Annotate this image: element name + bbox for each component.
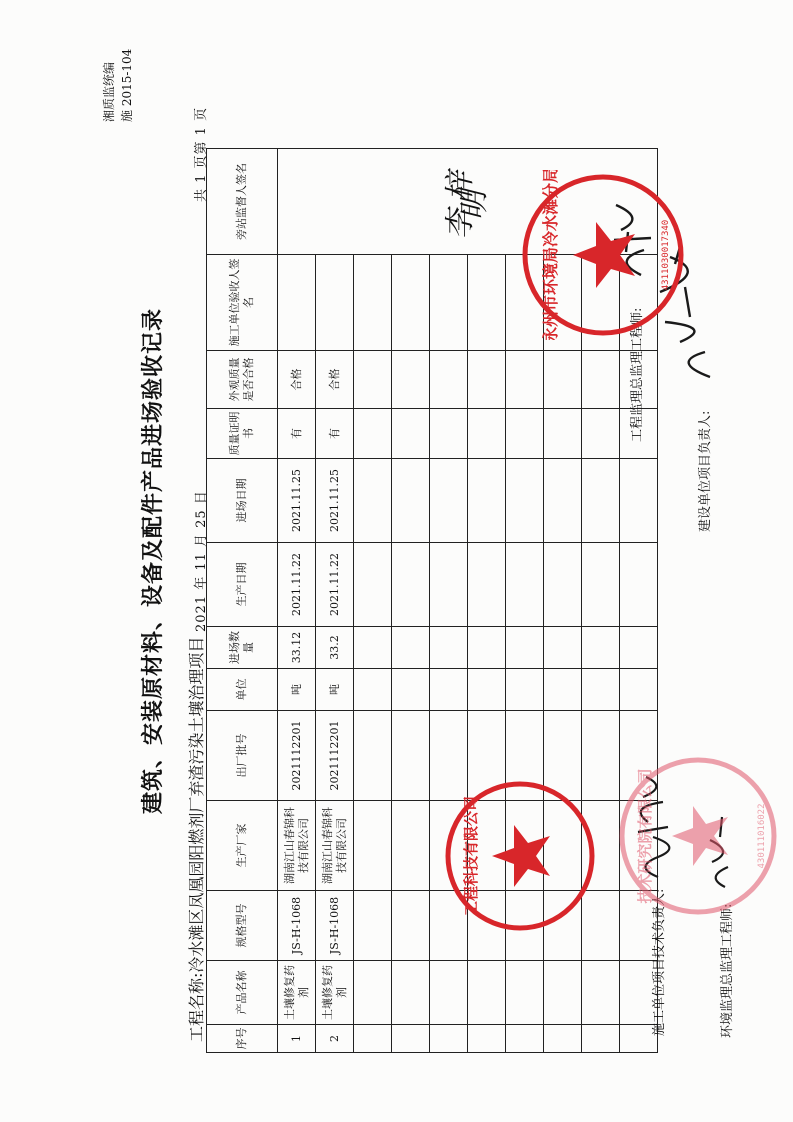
table-cell	[392, 961, 430, 1025]
table-cell	[430, 627, 468, 669]
header-cell: 旁站监督人签名	[207, 149, 278, 255]
form-title: 建筑、安装原材料、设备及配件产品进场验收记录	[140, 308, 166, 815]
stamp-top-right	[518, 170, 692, 340]
table-cell	[544, 961, 582, 1025]
empty-row	[392, 149, 430, 1053]
table-cell	[468, 409, 506, 459]
table-cell	[430, 669, 468, 711]
header-cell: 施工单位验收人签名	[207, 255, 278, 351]
table-cell: 2021.11.25	[316, 459, 354, 543]
table-cell	[544, 409, 582, 459]
table-cell	[506, 1025, 544, 1053]
table-cell	[620, 627, 658, 669]
table-cell: 33.2	[316, 627, 354, 669]
table-cell	[468, 459, 506, 543]
table-cell	[354, 711, 392, 801]
table-cell: 2021112201	[278, 711, 316, 801]
table-cell	[316, 255, 354, 351]
table-cell	[392, 711, 430, 801]
table-cell	[582, 669, 620, 711]
table-cell: 有	[278, 409, 316, 459]
table-cell: 1	[278, 1025, 316, 1053]
header-row	[207, 149, 278, 1053]
table-row	[278, 149, 316, 1053]
table-cell: 2021.11.22	[278, 543, 316, 627]
table-cell: 吨	[316, 669, 354, 711]
table-cell	[620, 543, 658, 627]
stamp-bottom-left	[440, 776, 604, 936]
table-row	[316, 149, 354, 1053]
stamp-top-right-code: 4311030017340	[661, 219, 671, 291]
table-cell: 2021112201	[316, 711, 354, 801]
table-cell	[544, 627, 582, 669]
table-cell	[468, 543, 506, 627]
table-cell	[506, 459, 544, 543]
header-cell: 外观质量是否合格	[207, 351, 278, 409]
table-cell	[582, 543, 620, 627]
form-code-line1: 湘质监统编	[102, 61, 116, 122]
table-cell	[392, 669, 430, 711]
table-cell	[430, 961, 468, 1025]
header-cell: 生产厂家	[207, 801, 278, 891]
table-cell	[506, 627, 544, 669]
table-cell	[544, 351, 582, 409]
table-cell	[582, 1025, 620, 1053]
table-cell	[544, 459, 582, 543]
supervision-label: 工程监理总监理工程师:	[630, 307, 645, 442]
table-cell: 土壤修复药剂	[278, 961, 316, 1025]
table-cell	[468, 255, 506, 351]
table-cell	[468, 669, 506, 711]
table-cell	[392, 543, 430, 627]
env-supervision-label: 环境监理总监理工程师:	[720, 903, 735, 1038]
table-cell: 湖南江山春锦科技有限公司	[316, 801, 354, 891]
table-cell	[392, 255, 430, 351]
header-cell: 进场数量	[207, 627, 278, 669]
stamp-bottom-right	[614, 752, 786, 920]
stamp-bottom-left-text: 工程科技有限公司	[462, 795, 480, 917]
table-cell: 2021.11.25	[278, 459, 316, 543]
table-cell	[354, 409, 392, 459]
stamp-bottom-right-text: 技术研究院有限公司	[636, 768, 654, 904]
construction-tech-label: 施工单位项目技术负责人:	[652, 888, 667, 1036]
table-cell	[354, 801, 392, 891]
table-cell	[430, 409, 468, 459]
table-cell	[468, 351, 506, 409]
table-cell: 合格	[316, 351, 354, 409]
header-cell: 规格型号	[207, 891, 278, 961]
header-cell: 产品名称	[207, 961, 278, 1025]
table-cell	[468, 627, 506, 669]
table-cell: 2	[316, 1025, 354, 1053]
table-cell	[392, 459, 430, 543]
table-cell	[430, 543, 468, 627]
stamp-bottom-right-code: 430111016022	[757, 803, 767, 869]
table-cell	[392, 409, 430, 459]
header-cell: 单位	[207, 669, 278, 711]
table-cell	[354, 255, 392, 351]
table-cell	[544, 669, 582, 711]
table-cell: JS-H-1068	[278, 891, 316, 961]
table-cell	[354, 891, 392, 961]
table-cell	[544, 1025, 582, 1053]
header-cell: 进场日期	[207, 459, 278, 543]
table-cell	[430, 459, 468, 543]
table-cell	[506, 669, 544, 711]
table-cell	[392, 351, 430, 409]
table-cell	[430, 255, 468, 351]
header-cell: 序号	[207, 1025, 278, 1053]
table-cell	[392, 891, 430, 961]
table-cell	[506, 543, 544, 627]
table-cell	[620, 669, 658, 711]
table-cell	[392, 801, 430, 891]
table-cell	[430, 351, 468, 409]
record-date: 2021 年 11 月 25 日	[194, 490, 209, 632]
table-cell: 土壤修复药剂	[316, 961, 354, 1025]
table-cell	[506, 409, 544, 459]
table-cell	[582, 409, 620, 459]
table-cell	[506, 961, 544, 1025]
header-cell: 出厂批号	[207, 711, 278, 801]
supervisor-signature: 李梓明	[442, 163, 492, 240]
table-cell: 33.12	[278, 627, 316, 669]
table-cell	[582, 961, 620, 1025]
table-cell: 有	[316, 409, 354, 459]
header-cell: 生产日期	[207, 543, 278, 627]
table-cell	[468, 1025, 506, 1053]
page-info: 共 1 页第 1 页	[194, 106, 209, 202]
table-cell	[620, 459, 658, 543]
form-code	[100, 49, 136, 122]
table-cell	[392, 627, 430, 669]
form-code-line2: 施 2015-104	[120, 48, 134, 122]
project-name: 工程名称:冷水滩区凤凰园阳燃剂厂弃渣污染土壤治理项目	[187, 636, 206, 1042]
table-cell	[544, 543, 582, 627]
table-cell	[392, 1025, 430, 1053]
header-cell: 质量证明书	[207, 409, 278, 459]
table-cell	[354, 627, 392, 669]
table-cell: 2021.11.22	[316, 543, 354, 627]
table-cell	[582, 351, 620, 409]
stamp-top-right-text: 永州市环境局冷水滩分局	[541, 170, 560, 340]
table-cell	[468, 961, 506, 1025]
table-cell: 合格	[278, 351, 316, 409]
table-cell	[430, 1025, 468, 1053]
table-cell	[354, 459, 392, 543]
owner-label: 建设单位项目负责人:	[698, 410, 713, 532]
table-cell: JS-H-1068	[316, 891, 354, 961]
table-cell: 湖南江山春锦科技有限公司	[278, 801, 316, 891]
table-cell	[582, 627, 620, 669]
table-cell	[354, 1025, 392, 1053]
table-cell	[354, 961, 392, 1025]
table-cell: 吨	[278, 669, 316, 711]
table-cell	[278, 255, 316, 351]
table-cell	[354, 543, 392, 627]
table-cell	[354, 351, 392, 409]
table-cell	[582, 459, 620, 543]
empty-row	[354, 149, 392, 1053]
table-cell	[354, 669, 392, 711]
table-cell	[506, 351, 544, 409]
